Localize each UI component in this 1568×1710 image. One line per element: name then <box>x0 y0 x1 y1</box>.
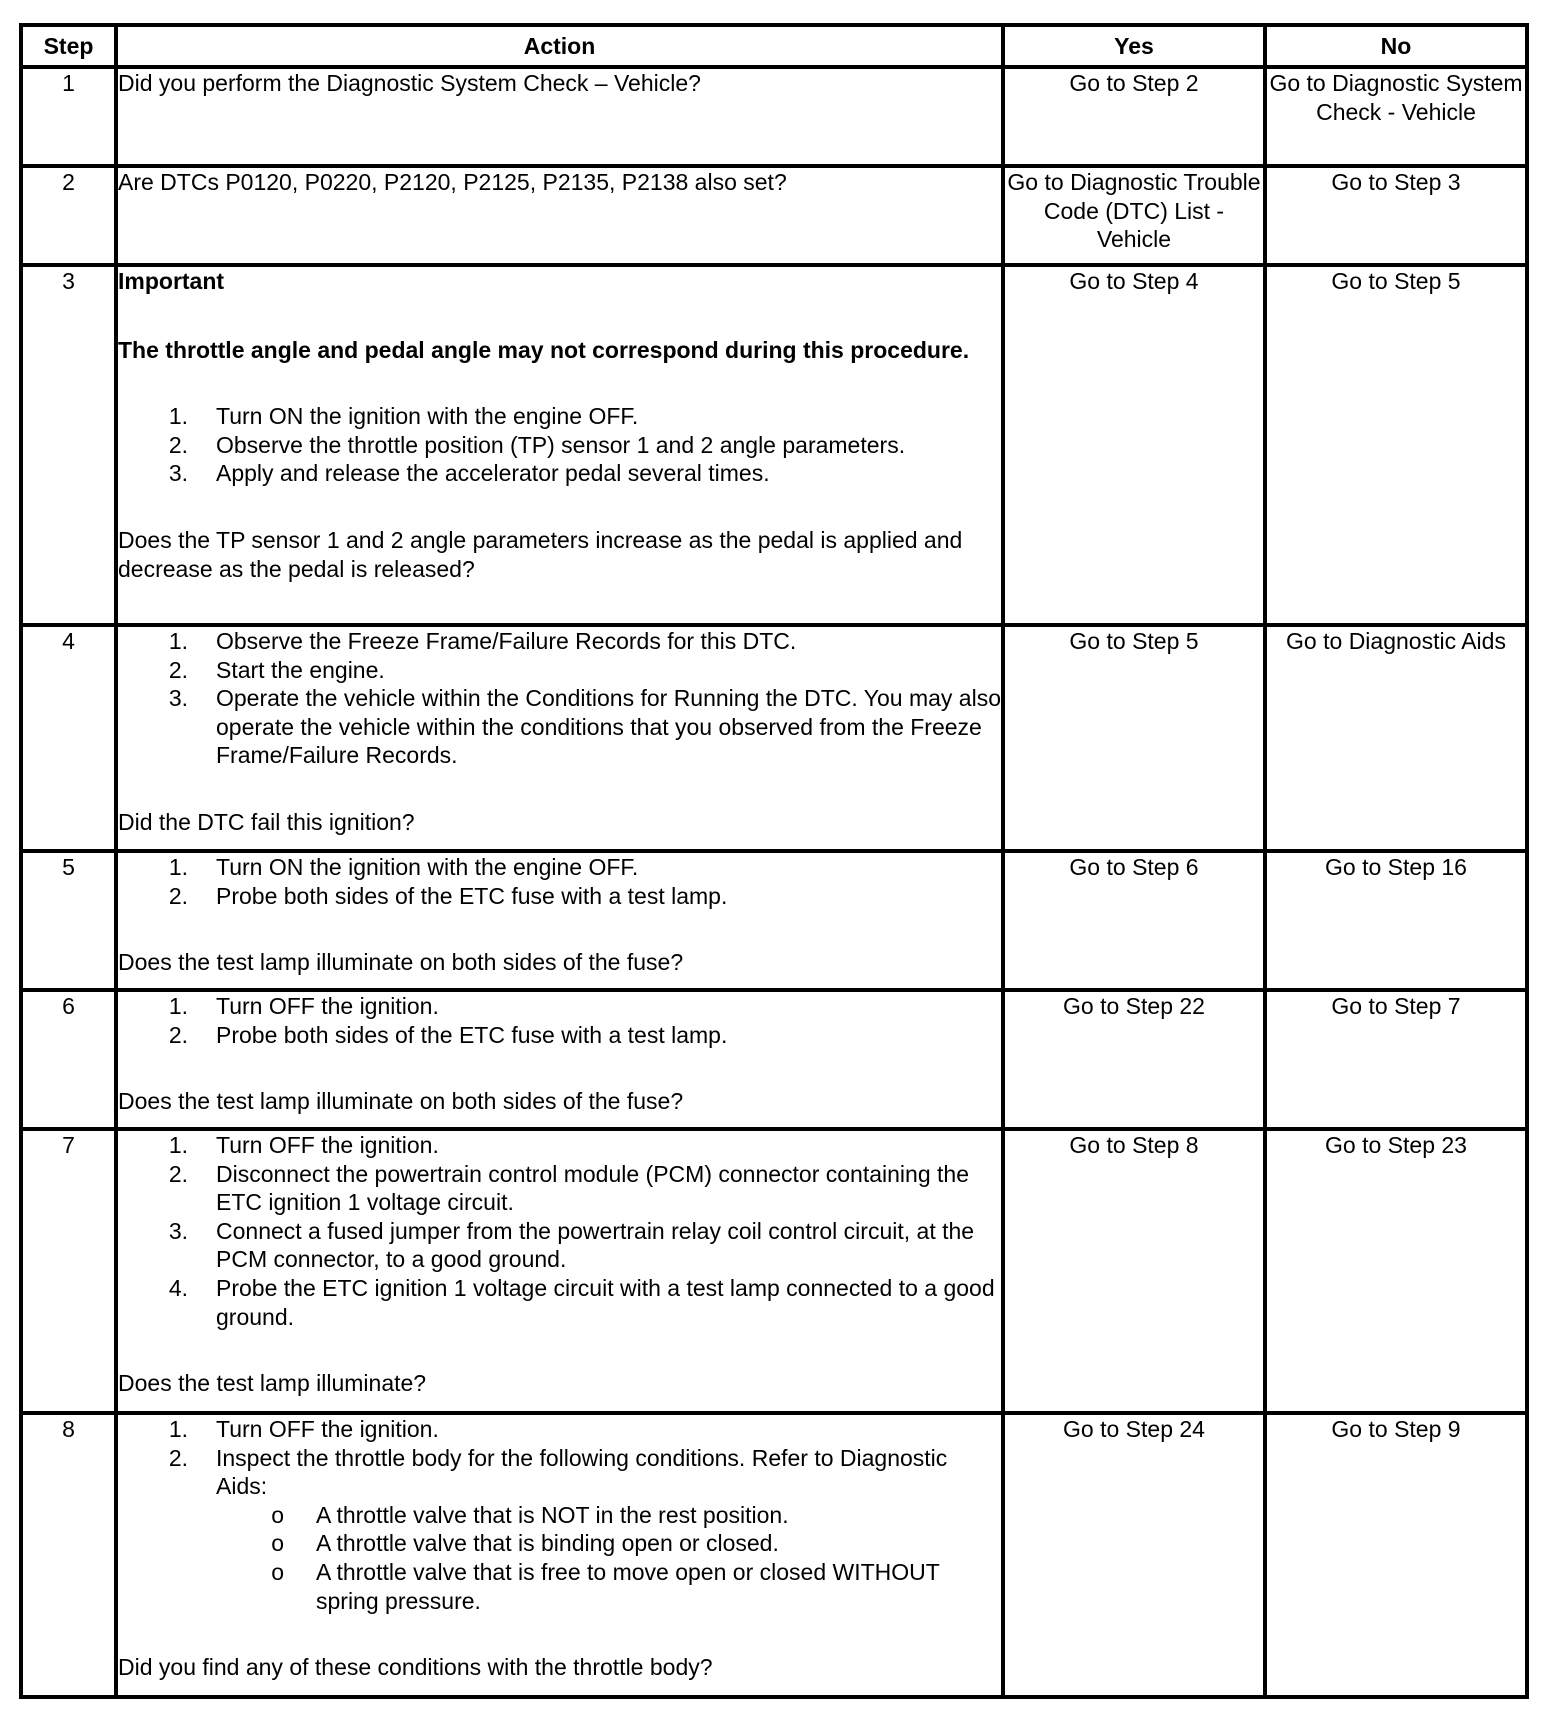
yes-cell: Go to Step 5 <box>1003 625 1265 851</box>
condition-list <box>118 1501 1001 1615</box>
list-item: 2. Probe both sides of the ETC fuse with a test lamp. <box>168 882 728 909</box>
procedure-list <box>118 1415 1001 1501</box>
table-row <box>21 851 1527 990</box>
list-item: 2. Start the engine. <box>168 656 385 683</box>
list-item: 1. Turn ON the ignition with the engine OFF. <box>168 854 639 880</box>
list-item: 2. Inspect the throttle body for the following conditions. Refer to Diagnostic Aids: <box>168 1444 948 1500</box>
no-cell: Go to Step 9 <box>1265 1413 1527 1697</box>
list-item: 3. Apply and release the accelerator pedal several times. <box>168 460 770 487</box>
no-cell: Go to Diagnostic Aids <box>1265 625 1527 851</box>
action-cell <box>116 851 1003 990</box>
action-question: Did you perform the Diagnostic System Check – Vehicle? <box>118 70 701 96</box>
step-number: 7 <box>21 1129 116 1413</box>
list-item: 2. Observe the throttle position (TP) sensor 1 and 2 angle parameters. <box>168 431 906 458</box>
yes-cell: Go to Step 8 <box>1003 1129 1265 1413</box>
bullet-icon: o <box>271 1501 284 1528</box>
header-row <box>21 25 1527 67</box>
no-cell: Go to Step 16 <box>1265 851 1527 990</box>
list-item: 2. Disconnect the powertrain control module (PCM) connector containing the ETC ignition 1 voltage circuit. <box>168 1160 969 1216</box>
list-item: o A throttle valve that is binding open or closed. <box>118 1529 1001 1558</box>
list-item: 4. Probe the ETC ignition 1 voltage circuit with a test lamp connected to a good ground. <box>168 1274 995 1330</box>
table-row <box>21 625 1527 851</box>
list-item: 1. Turn OFF the ignition. <box>168 993 439 1019</box>
action-cell <box>116 1129 1003 1413</box>
step-number: 5 <box>21 851 116 990</box>
yes-cell: Go to Step 24 <box>1003 1413 1265 1697</box>
list-item: o A throttle valve that is NOT in the rest position. <box>118 1501 1001 1530</box>
list-item: 1. Turn ON the ignition with the engine OFF. <box>168 403 639 430</box>
important-text: The throttle angle and pedal angle may not correspond during this procedure. <box>118 336 970 363</box>
yes-cell: Go to Step 4 <box>1003 265 1265 625</box>
action-cell <box>116 625 1003 851</box>
table-row <box>21 1413 1527 1697</box>
list-item: 3. Connect a fused jumper from the powertrain relay coil control circuit, at the PCM connector, to a good ground. <box>168 1217 975 1273</box>
step-number: 2 <box>21 166 116 265</box>
procedure-list <box>118 627 1001 770</box>
no-cell: Go to Step 5 <box>1265 265 1527 625</box>
action-cell <box>116 265 1003 625</box>
yes-cell: Go to Step 2 <box>1003 67 1265 166</box>
procedure-list <box>118 402 1001 488</box>
diagnostic-table <box>19 23 1529 1699</box>
action-cell <box>116 67 1003 166</box>
action-question: Does the test lamp illuminate on both sides of the fuse? <box>118 949 684 976</box>
action-question: Does the test lamp illuminate? <box>118 1370 427 1397</box>
table-row <box>21 990 1527 1129</box>
action-cell <box>116 1413 1003 1697</box>
procedure-list <box>118 992 1001 1049</box>
diagnostic-document <box>19 23 1529 1699</box>
header-action: Action <box>116 25 1003 67</box>
list-item: 1. Turn OFF the ignition. <box>168 1416 439 1442</box>
action-question: Are DTCs P0120, P0220, P2120, P2125, P2135, P2138 also set? <box>118 169 787 195</box>
table-row <box>21 67 1527 166</box>
action-question: Does the TP sensor 1 and 2 angle parameters increase as the pedal is applied and decrease as the pedal is released? <box>118 526 963 582</box>
bullet-icon: o <box>271 1558 284 1585</box>
header-yes: Yes <box>1003 25 1265 67</box>
yes-cell: Go to Diagnostic Trouble Code (DTC) List - Vehicle <box>1003 166 1265 265</box>
procedure-list <box>118 1131 1001 1331</box>
action-cell <box>116 166 1003 265</box>
yes-cell: Go to Step 22 <box>1003 990 1265 1129</box>
no-cell: Go to Step 3 <box>1265 166 1527 265</box>
yes-cell: Go to Step 6 <box>1003 851 1265 990</box>
action-cell <box>116 990 1003 1129</box>
list-item: 2. Probe both sides of the ETC fuse with a test lamp. <box>168 1021 728 1048</box>
list-item: o A throttle valve that is free to move open or closed WITHOUT spring pressure. <box>118 1558 1001 1615</box>
no-cell: Go to Diagnostic System Check - Vehicle <box>1265 67 1527 166</box>
list-item: 1. Observe the Freeze Frame/Failure Records for this DTC. <box>168 628 797 654</box>
step-number: 8 <box>21 1413 116 1697</box>
step-number: 1 <box>21 67 116 166</box>
important-label: Important <box>118 268 225 294</box>
no-cell: Go to Step 23 <box>1265 1129 1527 1413</box>
procedure-list <box>118 853 1001 910</box>
header-step: Step <box>21 25 116 67</box>
table-row <box>21 1129 1527 1413</box>
list-item: 1. Turn OFF the ignition. <box>168 1132 439 1158</box>
action-question: Does the test lamp illuminate on both sides of the fuse? <box>118 1088 684 1115</box>
table-row <box>21 265 1527 625</box>
no-cell: Go to Step 7 <box>1265 990 1527 1129</box>
table-row <box>21 166 1527 265</box>
step-number: 4 <box>21 625 116 851</box>
step-number: 3 <box>21 265 116 625</box>
list-item: 3. Operate the vehicle within the Conditions for Running the DTC. You may also operate the vehicle within the conditions that you observed from the Freeze Frame/Failure Records. <box>168 685 1001 769</box>
action-question: Did the DTC fail this ignition? <box>118 808 415 835</box>
header-no: No <box>1265 25 1527 67</box>
step-number: 6 <box>21 990 116 1129</box>
bullet-icon: o <box>271 1530 284 1557</box>
action-question: Did you find any of these conditions with the throttle body? <box>118 1654 713 1681</box>
